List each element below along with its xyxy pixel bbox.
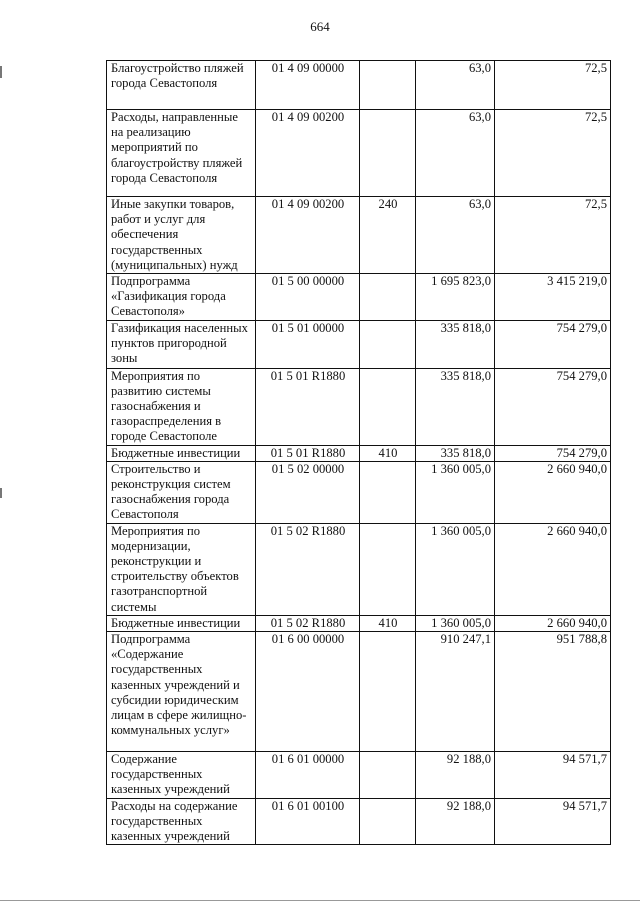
amount-year2-cell: 94 571,7 bbox=[495, 798, 611, 845]
expense-type-cell bbox=[360, 110, 416, 197]
target-code-cell: 01 4 09 00200 bbox=[256, 110, 360, 197]
table-row bbox=[107, 197, 611, 274]
row-name-cell: Газификация населенных пунктов пригородной зоны bbox=[107, 320, 256, 368]
amount-year1-cell: 92 188,0 bbox=[416, 752, 495, 799]
target-code-cell: 01 4 09 00200 bbox=[256, 197, 360, 274]
table-row bbox=[107, 320, 611, 368]
target-code-cell: 01 5 00 00000 bbox=[256, 274, 360, 321]
expense-type-cell bbox=[360, 320, 416, 368]
row-name-cell: Бюджетные инвестиции bbox=[107, 615, 256, 631]
amount-year2-cell: 754 279,0 bbox=[495, 368, 611, 445]
amount-year1-cell: 1 695 823,0 bbox=[416, 274, 495, 321]
expense-type-cell bbox=[360, 274, 416, 321]
amount-year1-cell: 63,0 bbox=[416, 61, 495, 110]
row-name-cell: Расходы, направленные на реализацию мероприятий по благоустройству пляжей города Севастополя bbox=[107, 110, 256, 197]
amount-year2-cell: 3 415 219,0 bbox=[495, 274, 611, 321]
amount-year2-cell: 2 660 940,0 bbox=[495, 615, 611, 631]
amount-year2-cell: 2 660 940,0 bbox=[495, 523, 611, 615]
amount-year1-cell: 1 360 005,0 bbox=[416, 615, 495, 631]
row-name-cell: Мероприятия по модернизации, реконструкции и строительству объектов газотранспортной системы bbox=[107, 523, 256, 615]
amount-year1-cell: 335 818,0 bbox=[416, 445, 495, 461]
expense-type-cell: 240 bbox=[360, 197, 416, 274]
table-row bbox=[107, 523, 611, 615]
scan-bottom-edge bbox=[0, 900, 640, 901]
table-row bbox=[107, 110, 611, 197]
expense-type-cell bbox=[360, 752, 416, 799]
expense-type-cell: 410 bbox=[360, 615, 416, 631]
row-name-cell: Мероприятия по развитию системы газоснабжения и газораспределения в городе Севастополе bbox=[107, 368, 256, 445]
expense-type-cell bbox=[360, 798, 416, 845]
row-name-cell: Строительство и реконструкция систем газоснабжения города Севастополя bbox=[107, 461, 256, 523]
row-name-cell: Расходы на содержание государственных казенных учреждений bbox=[107, 798, 256, 845]
amount-year1-cell: 910 247,1 bbox=[416, 632, 495, 752]
target-code-cell: 01 6 00 00000 bbox=[256, 632, 360, 752]
row-name-cell: Содержание государственных казенных учреждений bbox=[107, 752, 256, 799]
expense-type-cell bbox=[360, 523, 416, 615]
amount-year1-cell: 1 360 005,0 bbox=[416, 523, 495, 615]
table-row bbox=[107, 798, 611, 845]
amount-year1-cell: 63,0 bbox=[416, 110, 495, 197]
table-row bbox=[107, 632, 611, 752]
row-name-cell: Подпрограмма «Содержание государственных казенных учреждений и субсидии юридическим лицам в сфере жилищно-коммунальных услуг» bbox=[107, 632, 256, 752]
amount-year1-cell: 335 818,0 bbox=[416, 320, 495, 368]
target-code-cell: 01 6 01 00000 bbox=[256, 752, 360, 799]
target-code-cell: 01 5 01 R1880 bbox=[256, 368, 360, 445]
table-row bbox=[107, 752, 611, 799]
amount-year1-cell: 1 360 005,0 bbox=[416, 461, 495, 523]
target-code-cell: 01 4 09 00000 bbox=[256, 61, 360, 110]
row-name-cell: Иные закупки товаров, работ и услуг для обеспечения государственных (муниципальных) нужд bbox=[107, 197, 256, 274]
amount-year1-cell: 63,0 bbox=[416, 197, 495, 274]
table-row bbox=[107, 445, 611, 461]
scan-margin-mark bbox=[0, 488, 2, 498]
row-name-cell: Бюджетные инвестиции bbox=[107, 445, 256, 461]
table-row bbox=[107, 61, 611, 110]
target-code-cell: 01 5 01 00000 bbox=[256, 320, 360, 368]
amount-year2-cell: 72,5 bbox=[495, 110, 611, 197]
amount-year2-cell: 754 279,0 bbox=[495, 320, 611, 368]
row-name-cell: Благоустройство пляжей города Севастополя bbox=[107, 61, 256, 110]
amount-year1-cell: 92 188,0 bbox=[416, 798, 495, 845]
scan-margin-mark bbox=[0, 66, 2, 78]
row-name-cell: Подпрограмма «Газификация города Севастополя» bbox=[107, 274, 256, 321]
target-code-cell: 01 5 02 R1880 bbox=[256, 523, 360, 615]
amount-year2-cell: 754 279,0 bbox=[495, 445, 611, 461]
expense-type-cell bbox=[360, 61, 416, 110]
target-code-cell: 01 5 02 00000 bbox=[256, 461, 360, 523]
expense-type-cell bbox=[360, 632, 416, 752]
amount-year2-cell: 72,5 bbox=[495, 197, 611, 274]
table-row bbox=[107, 615, 611, 631]
target-code-cell: 01 6 01 00100 bbox=[256, 798, 360, 845]
amount-year1-cell: 335 818,0 bbox=[416, 368, 495, 445]
expense-type-cell bbox=[360, 461, 416, 523]
table-row bbox=[107, 461, 611, 523]
amount-year2-cell: 94 571,7 bbox=[495, 752, 611, 799]
table-row bbox=[107, 274, 611, 321]
amount-year2-cell: 951 788,8 bbox=[495, 632, 611, 752]
amount-year2-cell: 2 660 940,0 bbox=[495, 461, 611, 523]
target-code-cell: 01 5 02 R1880 bbox=[256, 615, 360, 631]
page-number: 664 bbox=[310, 19, 330, 34]
expense-type-cell bbox=[360, 368, 416, 445]
table-row bbox=[107, 368, 611, 445]
amount-year2-cell: 72,5 bbox=[495, 61, 611, 110]
budget-table bbox=[106, 60, 611, 845]
expense-type-cell: 410 bbox=[360, 445, 416, 461]
target-code-cell: 01 5 01 R1880 bbox=[256, 445, 360, 461]
